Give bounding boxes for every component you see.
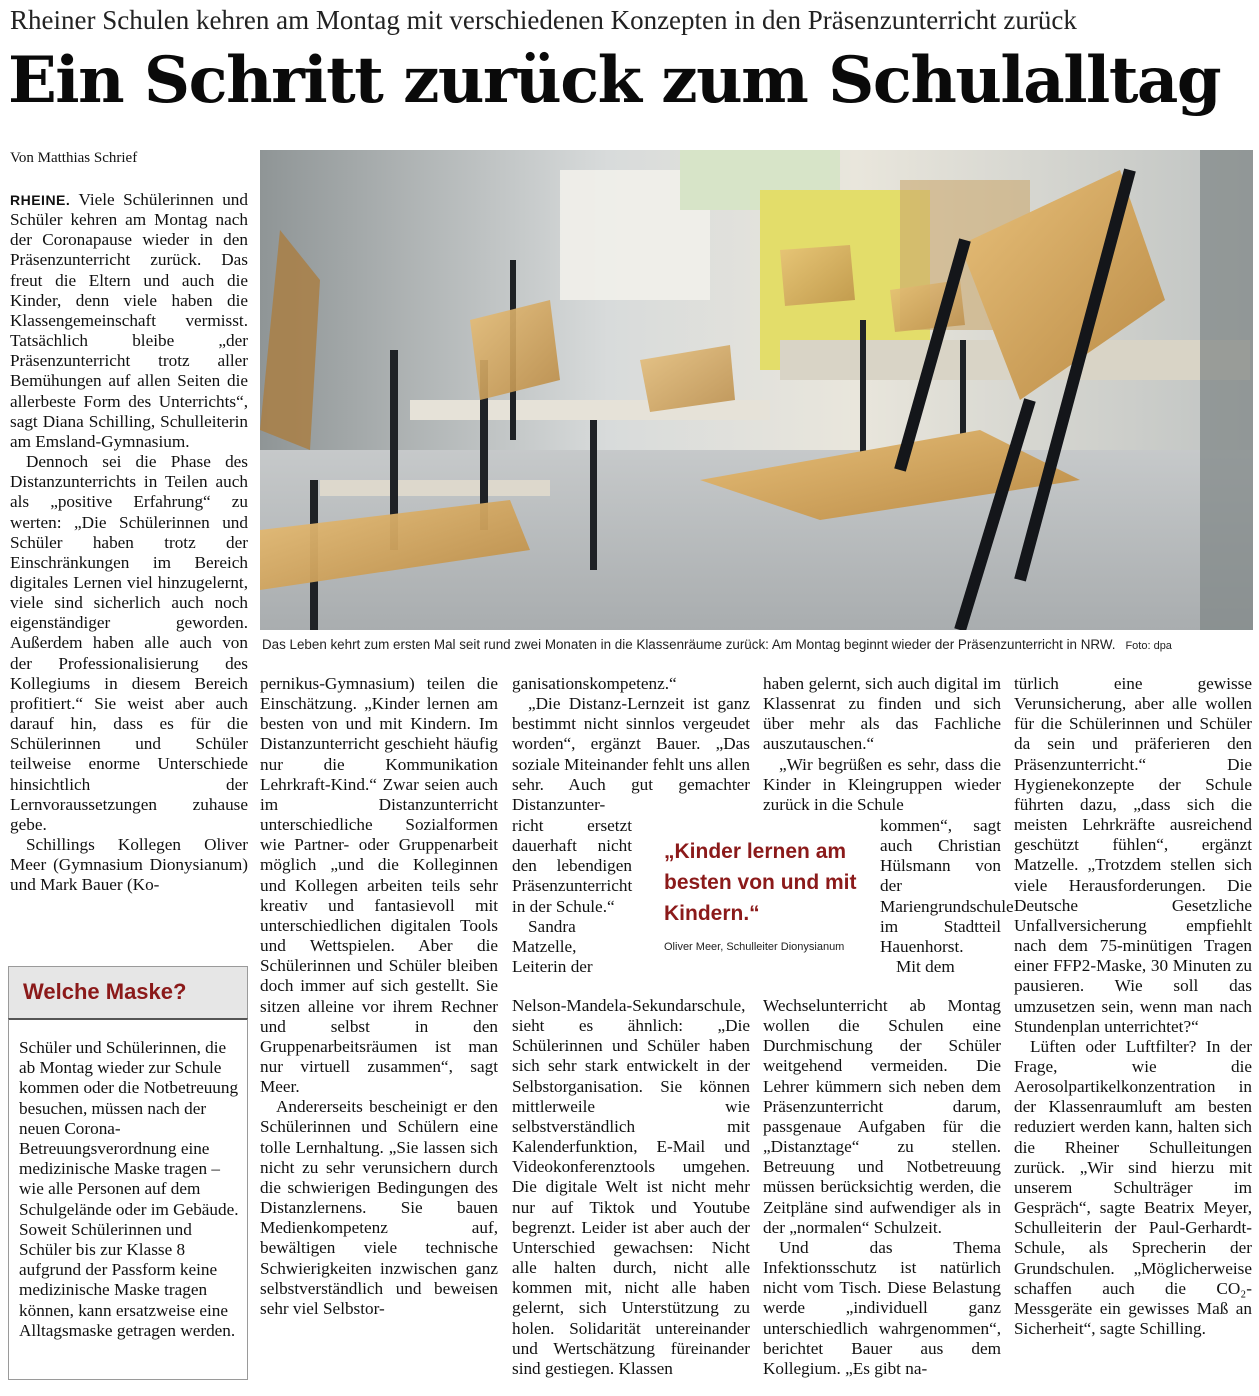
paragraph: Lüften oder Luftfilter? In der Frage, wie die Aerosolpartikelkonzentration in der Klassenraumluft am besten reduziert werden kann, halten sich die Rheiner Schulleitungen zurück. „Wir sind hierzu mit unserem Schulträger im Gespräch“, sagte Beatrix Meyer, Schulleiterin der Paul-Gerhardt-Schule, als Sprecherin der Grundschulen. „Möglicherweise schaffen auch die CO₂-Messgeräte ein gewisses Maß an Sicherheit“, sagte Schilling. [1014,1036,1252,1338]
paragraph: Und das Thema Infektionsschutz ist natürlich nicht vom Tisch. Diese Belastung werde „individuell ganz unterschiedlich wahrgenommen“, berichtet Bauer aus dem Kollegium. „Es gibt na- [763,1237,1001,1378]
paragraph: ganisationskompetenz.“ [512,674,677,693]
article-column-4-narrow [880,816,1014,977]
info-box [8,966,248,1386]
info-box-title: Welche Maske? [8,966,248,1018]
dateline: RHEINE. [10,192,71,208]
paragraph: Schillings Kollegen Oliver Meer (Gymnasium Dionysianum) und Mark Bauer (Ko- [10,835,248,895]
article-column-5 [1014,674,1252,1339]
classroom-photo [260,150,1253,630]
kicker: Rheiner Schulen kehren am Montag mit verschiedenen Konzepten in den Präsenzunterricht zurück [10,5,1077,35]
paragraph: „Die Distanz-Lernzeit ist ganz bestimmt nicht sinnlos vergeudet worden“, ergänzt Bauer. „Das soziale Miteinander fehlt uns allen sehr. Auch gut gemachter Distanzunter- [512,694,750,814]
paragraph: Mit dem [896,957,955,977]
quote-text: „Kinder lernen am besten von und mit Kindern.“ [664,840,857,925]
article-column-4-cont [763,996,1001,1379]
article-column-3 [512,674,750,815]
article-column-1 [10,190,248,895]
article-column-2 [260,674,498,1319]
quote-source: Oliver Meer, Schulleiter Dionysianum [664,941,845,953]
paragraph: richt ersetzt dauerhaft nicht den lebendigen Präsenzunterricht in der Schule.“ [512,816,633,916]
paragraph: kommen“, sagt auch Christian Hülsmann von der Mariengrundschule im Stadtteil Hauenhorst. [880,816,1014,956]
paragraph: „Wir begrüßen es sehr, dass die Kinder in Kleingruppen wieder zurück in die Schule [763,754,1001,814]
paragraph [10,190,248,452]
article-column-4 [763,674,1001,815]
paragraph: Dennoch sei die Phase des Distanzunterrichts in Teilen auch als „positive Erfahrung“ zu werten: „Die Schülerinnen und Schüler haben trotz der Einschränkungen im Bereich digitales Lernen viel hinzugelernt, viele sind sicherlich auch noch eigenständiger geworden. Außerdem haben alle auch von der Professionalisierung des Kollegiums in diesem Bereich profitiert.“ Sie weist aber auch darauf hin, dass es für die Schülerinnen und Schüler teilweise enorme Unterschiede hinsichtlich der Lernvoraussetzungen zuhause gebe. [10,452,248,834]
photo-credit: Foto: dpa [1125,640,1172,652]
paragraph: Nelson-Mandela-Sekundarschule, sieht es ähnlich: „Die Schülerinnen und Schüler haben sich sehr stark entwickelt in der Selbstorganisation. Sie können mittlerweile wie selbstverständlich mit Kalenderfunktion, E-Mail und Videokonferenztools umgehen. Die digitale Welt ist nicht mehr nur auf Tiktok und Youtube begrenzt. Leider ist aber auch der Unterschied gewachsen: Nicht alle halten durch, nicht alle kommen mit, nicht alle haben gelernt, sich Unterstützung zu holen. Solidarität untereinander und Wertschätzung füreinander sind gestiegen. Klassen [512,996,750,1378]
paragraph: pernikus-Gymnasium) teilen die Einschätzung. „Kinder lernen am besten von und mit Kindern. Im Distanzunterricht geschieht häufig nur die Kommunikation Lehrkraft-Kind.“ Zwar seien auch im Distanzunterricht unterschiedliche Sozialformen wie Partner- oder Gruppenarbeit möglich „und die Kolleginnen und Kollegen arbeiten teils sehr kreativ und fantasievoll mit unterschiedlichen digitalen Tools und Wettspielen. Aber die Schülerinnen und Schüler bleiben doch immer auf sich gestellt. Sie sitzen alleine vor ihrem Rechner und selbst in den Gruppenarbeitsräumen ist man nur virtuell zusammen“, sagt Meer. [260,674,498,1097]
article-column-3-cont [512,996,750,1379]
paragraph: haben gelernt, sich auch digital im Klassenrat zu finden und sich über mehr als das Fachliche auszutauschen.“ [763,674,1001,754]
paragraph: türlich eine gewisse Verunsicherung, aber alle wollen für die Schülerinnen und Schüler da sein und präferieren den Präsenzunterricht.“ Die Hygienekonzepte der Schule führten dazu, „dass sich die meisten Lehrkräfte ausreichend geschützt fühlen“, ergänzt Matzelle. „Trotzdem stellen sich viele Herausforderungen. Die Deutsche Gesetzliche Unfallversicherung empfiehlt nach dem 75-minütigen Tragen einer FFP2-Maske, 30 Minuten zu pausieren. Wie soll das umzusetzen sein, wenn man nach Stundenplan unterrichtet?“ [1014,674,1252,1036]
headline: Ein Schritt zurück zum Schulalltag [8,43,1221,118]
paragraph: Andererseits bescheinigt er den Schülerinnen und Schülern eine tolle Lernhaltung. „Sie lassen sich nicht zu sehr verunsichern durch die schwierigen Bedingungen des Distanzlernens. Sie bauen Medienkompetenz auf, bewältigen viele technische Schwierigkeiten inzwischen ganz selbstverständlich und beweisen sehr viel Selbstor- [260,1097,498,1318]
paragraph-text: Viele Schülerinnen und Schüler kehren am Montag nach der Coronapause wieder in den Präsenzunterricht zurück. Das freut die Eltern und auch die Kinder, denn viele haben die Klassengemeinschaft vermisst. Tatsächlich bleibe „der Präsenzunterricht trotz aller Bemühungen auf allen Seiten die allerbeste Form des Unterrichts“, sagt Diana Schilling, Schulleiterin am Emsland-Gymnasium. [10,190,248,451]
pull-quote [664,836,874,953]
caption-text: Das Leben kehrt zum ersten Mal seit rund zwei Monaten in die Klassenräume zurück: Am Montag beginnt wieder der Präsenzunterricht in NRW. [262,637,1116,652]
photo-caption [262,636,1252,655]
paragraph: Sandra Matzelle, Leiterin der [512,916,593,977]
info-box-text: Schüler und Schülerinnen, die ab Montag wieder zur Schule kommen oder die Notbetreuung besuchen, müssen nach der neuen Corona-Betreuungsverordnung eine medizinische Maske tragen – wie alle Personen auf dem Schulgelände oder im Gebäude. Soweit Schülerinnen und Schüler bis zur Klasse 8 aufgrund der Passform keine medizinische Maske tragen können, kann ersatzweise eine Alltagsmaske getragen werden. [8,1018,248,1380]
paragraph: Wechselunterricht ab Montag wollen die Schulen eine Durchmischung der Schüler weitgehend vermeiden. Die Lehrer kümmern sich neben dem Präsenzunterricht darum, passgenaue Aufgaben für die „Distanztage“ zu stellen. Betreuung und Notbetreuung müssen berücksichtig werden, die Zeitpläne sind aufwendiger als in der „normalen“ Schulzeit. [763,996,1001,1237]
byline: Von Matthias Schrief [10,150,138,166]
article-column-3-narrow [512,816,632,977]
